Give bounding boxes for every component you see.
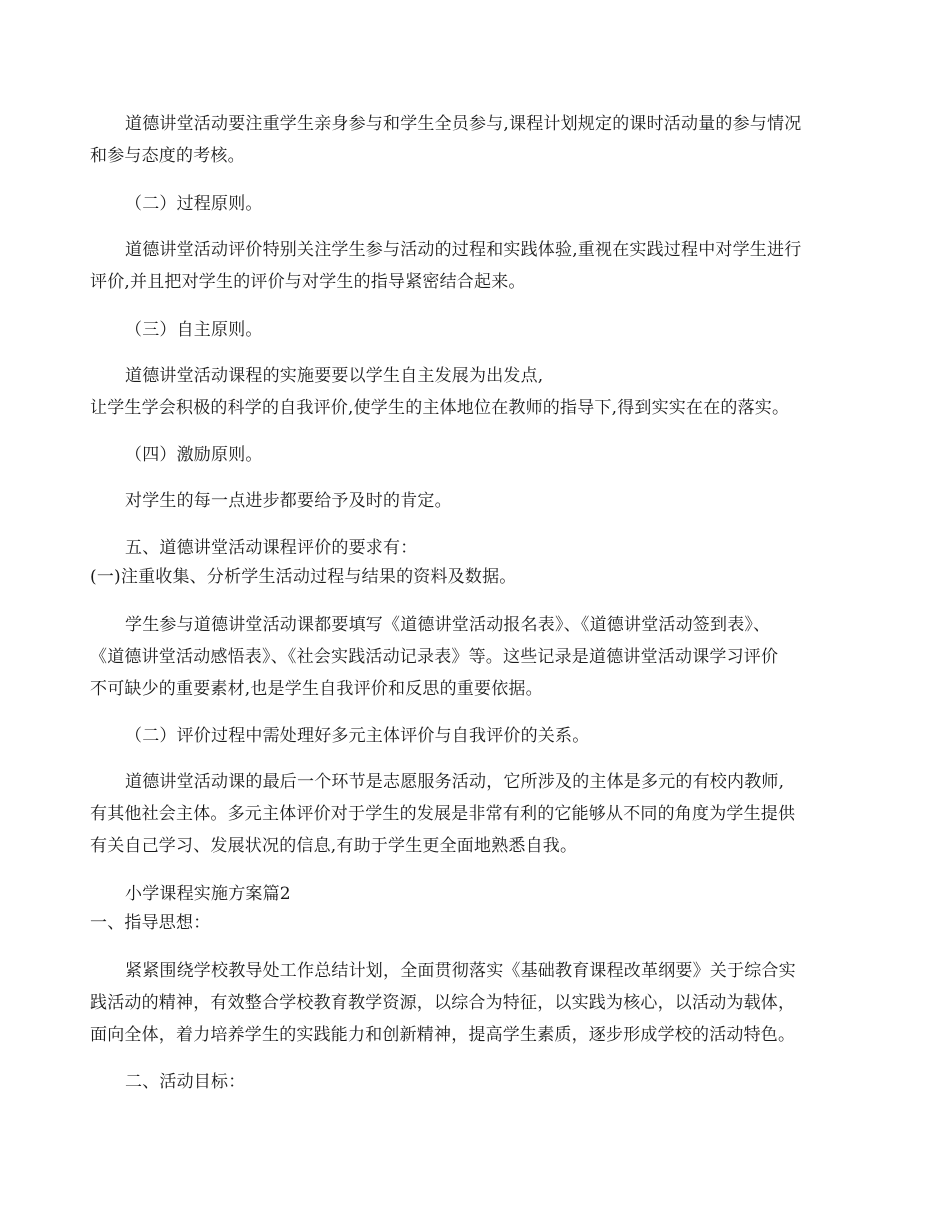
paragraph-line: 有关自己学习、发展状况的信息,有助于学生更全面地熟悉自我。: [90, 836, 578, 856]
section-heading: （四）激励原则。: [125, 445, 263, 465]
section-heading: 五、道德讲堂活动课程评价的要求有：: [125, 538, 418, 558]
section-heading: （三）自主原则。: [125, 320, 263, 340]
section-heading: 一、指导思想：: [90, 913, 211, 933]
paragraph-line: 道德讲堂活动评价特别关注学生参与活动的过程和实践体验,重视在实践过程中对学生进行: [125, 240, 802, 260]
paragraph-line: 道德讲堂活动课程的实施要要以学生自主发展为出发点,: [125, 366, 544, 386]
paragraph-line: 面向全体，着力培养学生的实践能力和创新精神，提高学生素质，逐步形成学校的活动特色。: [90, 1025, 796, 1045]
section-heading: 二、活动目标：: [125, 1072, 246, 1092]
paragraph-line: 对学生的每一点进步都要给予及时的肯定。: [125, 491, 452, 511]
paragraph-line: 让学生学会积极的科学的自我评价,使学生的主体地位在教师的指导下,得到实实在在的落实。: [90, 398, 790, 418]
paragraph-line: 道德讲堂活动课的最后一个环节是志愿服务活动，它所涉及的主体是多元的有校内教师,: [125, 772, 785, 792]
paragraph-line: 《道德讲堂活动感悟表》、《社会实践活动记录表》等。这些记录是道德讲堂活动课学习评价: [90, 647, 779, 667]
paragraph-line: 评价,并且把对学生的评价与对学生的指导紧密结合起来。: [90, 272, 526, 292]
section-title: 小学课程实施方案篇2: [125, 884, 291, 904]
section-heading: （二）评价过程中需处理好多元主体评价与自我评价的关系。: [125, 726, 590, 746]
paragraph-line: 践活动的精神，有效整合学校教育教学资源，以综合为特征，以实践为核心，以活动为载体，: [90, 993, 796, 1013]
paragraph-line: 紧紧围绕学校教导处工作总结计划，全面贯彻落实《基础教育课程改革纲要》关于综合实: [125, 961, 796, 981]
paragraph-line: 道德讲堂活动要注重学生亲身参与和学生全员参与,课程计划规定的课时活动量的参与情况: [125, 114, 802, 134]
section-heading: (一)注重收集、分析学生活动过程与结果的资料及数据。: [90, 567, 517, 587]
paragraph-line: 和参与态度的考核。: [90, 146, 245, 166]
section-heading: （二）过程原则。: [125, 194, 263, 214]
paragraph-line: 学生参与道德讲堂活动课都要填写《道德讲堂活动报名表》、《道德讲堂活动签到表》、: [125, 615, 771, 635]
paragraph-line: 不可缺少的重要素材,也是学生自我评价和反思的重要依据。: [90, 679, 543, 699]
paragraph-line: 有其他社会主体。多元主体评价对于学生的发展是非常有利的它能够从不同的角度为学生提供: [90, 804, 796, 824]
